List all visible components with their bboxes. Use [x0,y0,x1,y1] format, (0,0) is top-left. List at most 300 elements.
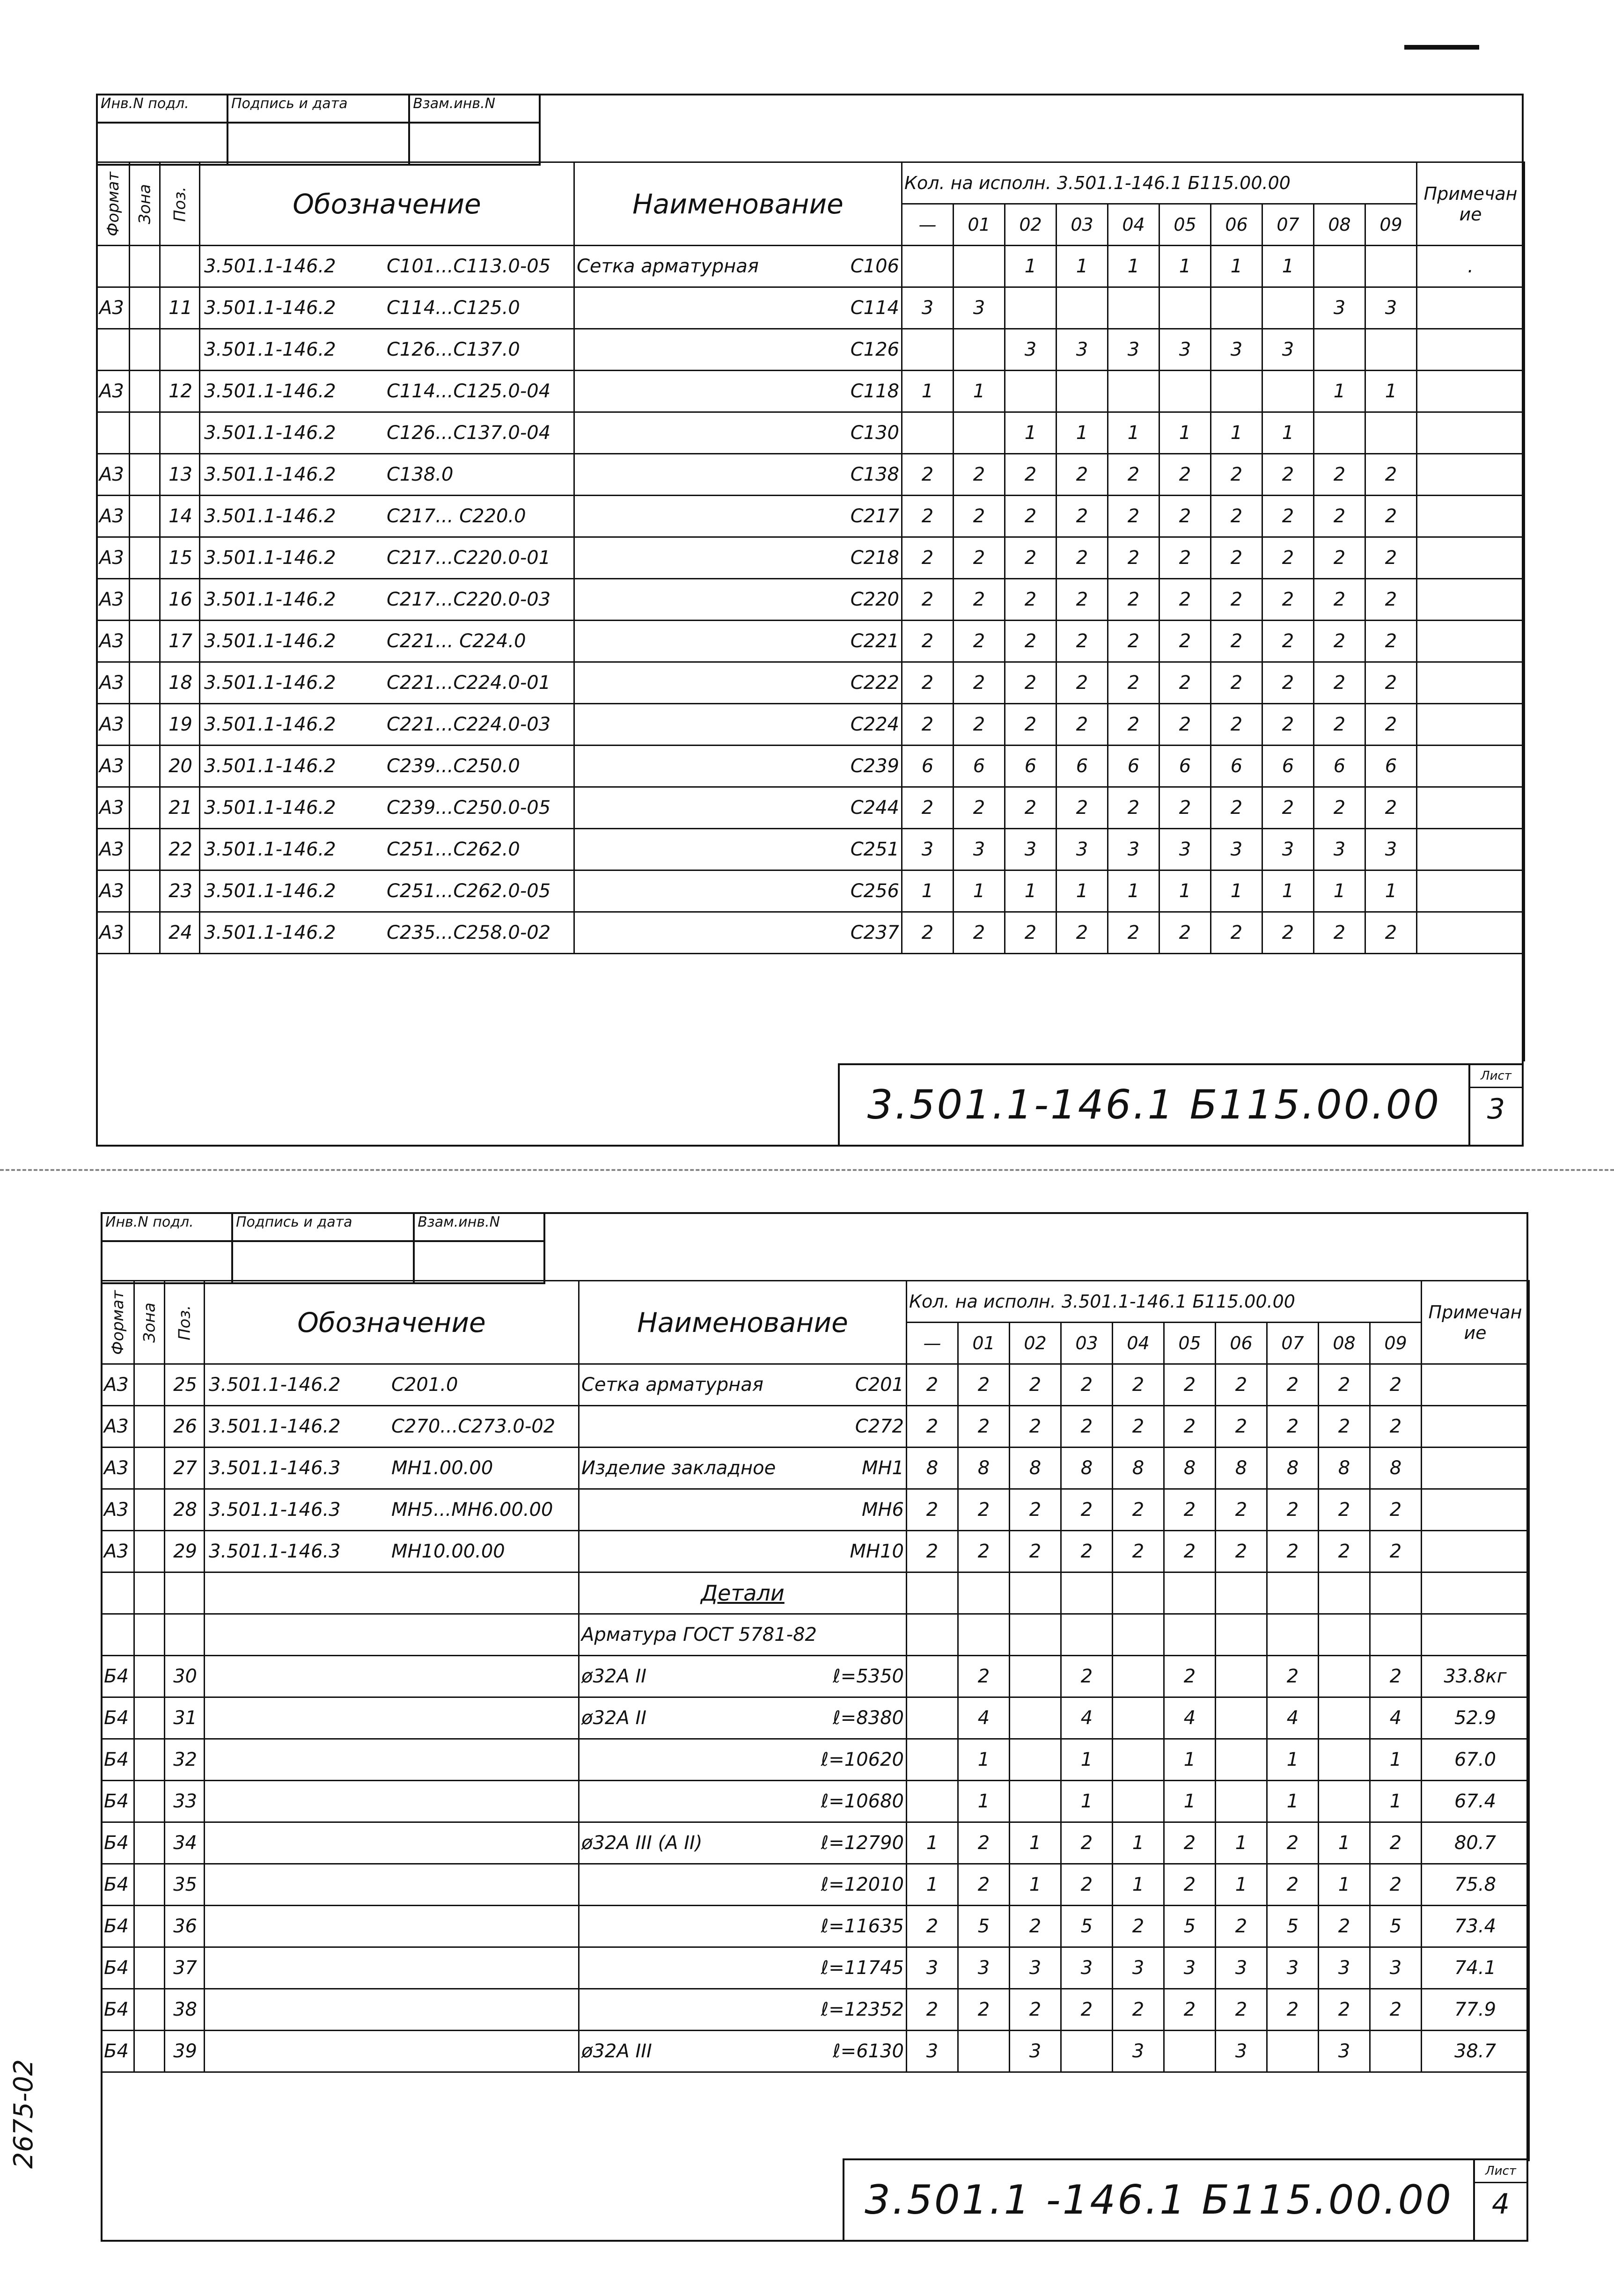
qty-cell: 2 [1211,621,1262,662]
table-row [102,1614,1529,1656]
pos-cell: 19 [160,704,200,746]
qty-cell: 2 [1005,621,1056,662]
note-cell [1417,287,1525,329]
name-cell [574,787,902,829]
qty-cell: 2 [1216,1406,1267,1448]
pos-cell: 17 [160,621,200,662]
header-variant: 09 [1365,204,1417,246]
qty-cell: 2 [1061,1656,1113,1697]
qty-cell: 2 [1108,537,1159,579]
qty-cell: 2 [1319,1531,1370,1572]
format-cell: А3 [97,287,130,329]
format-cell: А3 [102,1364,134,1406]
qty-cell: 1 [1108,412,1159,454]
qty-cell: 1 [1211,412,1262,454]
name-cell [579,1489,907,1531]
qty-cell: 3 [1365,287,1417,329]
designation-doc: 3.501.1-146.2 [204,922,336,943]
qty-cell: 2 [1211,912,1262,954]
note-cell: 67.0 [1422,1739,1529,1781]
qty-cell: 2 [1370,1822,1422,1864]
format-cell: Б4 [102,1989,134,2031]
designation-code: С221...С224.0-03 [387,714,551,735]
qty-cell: 1 [907,1822,958,1864]
format-cell: А3 [102,1448,134,1489]
header-oboznachenie: Обозначение [205,1281,579,1364]
sheet-4-table [101,1280,1530,2161]
table-row [97,454,1525,496]
note-cell [1422,1614,1529,1656]
qty-cell: 1 [1005,412,1056,454]
name-cell [579,1947,907,1989]
table-row [102,1781,1529,1822]
qty-cell: 2 [1164,1531,1216,1572]
qty-cell: 2 [1010,1406,1061,1448]
designation-code: С138.0 [387,464,454,485]
format-cell: Б4 [102,1739,134,1781]
header-variant: 08 [1319,1323,1370,1364]
qty-cell: 2 [1056,621,1108,662]
header-primechanie: Примечание [1417,162,1525,246]
qty-cell: 2 [1370,1656,1422,1697]
note-cell: 74.1 [1422,1947,1529,1989]
sheet-3-number: 3 [1487,1093,1505,1126]
header-kol: Кол. на исполн. 3.501.1-146.1 Б115.00.00 [907,1281,1422,1323]
qty-cell: 2 [1159,537,1211,579]
designation-code: С114...С125.0 [387,297,520,319]
format-cell: Б4 [102,1656,134,1697]
qty-cell: 2 [1262,454,1314,496]
qty-cell: 2 [1159,787,1211,829]
pos-cell: 14 [160,496,200,537]
name-text: ø32А III [581,2040,652,2062]
pos-cell: 39 [165,2031,205,2072]
name-code: ℓ=10620 [821,1749,904,1770]
qty-cell [1262,371,1314,412]
qty-cell: 2 [1159,912,1211,954]
table-row [97,579,1525,621]
format-cell: Б4 [102,1947,134,1989]
qty-cell [1061,2031,1113,2072]
pos-cell: 26 [165,1406,205,1448]
pos-cell: 35 [165,1864,205,1906]
qty-cell: 6 [1108,746,1159,787]
name-text: Детали [701,1580,785,1606]
designation-code: С239...С250.0 [387,755,520,777]
designation-code: МН1.00.00 [391,1457,493,1479]
table-row [97,912,1525,954]
designation-cell [200,329,574,371]
designation-doc: 3.501.1-146.2 [204,672,336,694]
qty-cell: 8 [1010,1448,1061,1489]
qty-cell [958,1614,1010,1656]
qty-cell: 3 [1164,1947,1216,1989]
qty-cell: 2 [958,1531,1010,1572]
qty-cell [1216,1614,1267,1656]
qty-cell: 8 [1164,1448,1216,1489]
qty-cell: 2 [1164,1406,1216,1448]
qty-cell [1216,1572,1267,1614]
qty-cell [1262,287,1314,329]
designation-cell [205,1489,579,1531]
zona-cell [130,537,160,579]
format-cell: Б4 [102,1697,134,1739]
qty-cell: 5 [1164,1906,1216,1947]
zona-cell [130,829,160,870]
qty-cell [958,1572,1010,1614]
qty-cell: 2 [902,621,954,662]
qty-cell: 2 [1010,1989,1061,2031]
pos-cell: 34 [165,1822,205,1864]
designation-doc: 3.501.1-146.2 [204,256,336,277]
format-cell: А3 [97,829,130,870]
designation-code: С251...С262.0 [387,839,520,860]
designation-code: С114...С125.0-04 [387,380,551,402]
name-cell [574,496,902,537]
qty-cell [1370,1614,1422,1656]
note-cell [1417,829,1525,870]
qty-cell: 1 [902,870,954,912]
pos-cell: 27 [165,1448,205,1489]
qty-cell [902,329,954,371]
sheet-3-stamp [96,94,541,166]
qty-cell: 2 [1108,704,1159,746]
table-row [97,287,1525,329]
qty-cell [1319,1739,1370,1781]
qty-cell: 3 [1056,329,1108,371]
header-poz: Поз. [165,1281,205,1364]
qty-cell: 1 [1061,1739,1113,1781]
qty-cell: 2 [902,537,954,579]
qty-cell: 2 [1267,1989,1319,2031]
designation-code: С217...С220.0-03 [387,589,551,610]
zona-cell [134,1614,165,1656]
qty-cell [1164,1572,1216,1614]
format-cell: Б4 [102,2031,134,2072]
qty-cell [1108,287,1159,329]
designation-cell [200,621,574,662]
qty-cell: 1 [1370,1781,1422,1822]
designation-code: МН5...МН6.00.00 [391,1499,553,1521]
designation-doc: 3.501.1-146.2 [204,755,336,777]
qty-cell: 1 [1005,870,1056,912]
header-oboznachenie: Обозначение [200,162,574,246]
qty-cell [1113,1697,1164,1739]
qty-cell: 1 [1159,870,1211,912]
qty-cell: 4 [1164,1697,1216,1739]
designation-code: С221... С224.0 [387,630,526,652]
name-cell [574,621,902,662]
pos-cell: 38 [165,1989,205,2031]
table-row [102,1656,1529,1697]
zona-cell [130,704,160,746]
header-primechanie: Примечание [1422,1281,1529,1364]
pos-cell: 18 [160,662,200,704]
pos-cell: 12 [160,371,200,412]
name-text: Арматура ГОСТ 5781-82 [581,1624,817,1645]
zona-cell [134,1531,165,1572]
name-text: ø32А III (А II) [581,1832,703,1854]
qty-cell: 2 [1113,1989,1164,2031]
table-row [102,1947,1529,1989]
qty-cell: 3 [1314,829,1365,870]
name-code: ℓ=11635 [821,1916,904,1937]
qty-cell: 1 [1262,870,1314,912]
header-zona: Зона [134,1281,165,1364]
pos-cell [160,329,200,371]
designation-doc: 3.501.1-146.2 [209,1416,341,1437]
name-cell [579,1364,907,1406]
format-cell: А3 [97,787,130,829]
name-text: Сетка арматурная [581,1374,763,1396]
qty-cell: 2 [954,787,1005,829]
designation-cell [205,1989,579,2031]
qty-cell [954,329,1005,371]
qty-cell: 4 [1061,1697,1113,1739]
qty-cell: 2 [1159,621,1211,662]
designation-code: С239...С250.0-05 [387,797,551,819]
qty-cell: 2 [1005,662,1056,704]
qty-cell [1056,287,1108,329]
pos-cell: 23 [160,870,200,912]
qty-cell: 6 [902,746,954,787]
format-cell: А3 [97,912,130,954]
qty-cell: 3 [907,2031,958,2072]
designation-code: С251...С262.0-05 [387,880,551,902]
qty-cell: 2 [1365,537,1417,579]
qty-cell: 2 [1056,912,1108,954]
qty-cell [1216,1697,1267,1739]
qty-cell: 2 [1211,579,1262,621]
header-variant: 06 [1211,204,1262,246]
designation-code: С126...С137.0 [387,339,520,360]
table-row [102,1489,1529,1531]
designation-doc: 3.501.1-146.2 [204,714,336,735]
qty-cell: 2 [1314,787,1365,829]
name-code: С201 [855,1374,904,1396]
pos-cell: 20 [160,746,200,787]
qty-cell: 2 [1216,1364,1267,1406]
qty-cell: 2 [902,496,954,537]
designation-doc: 3.501.1-146.2 [204,380,336,402]
qty-cell: 3 [1005,329,1056,371]
header-variant: 03 [1061,1323,1113,1364]
qty-cell: 1 [958,1781,1010,1822]
qty-cell: 2 [958,1489,1010,1531]
format-cell: А3 [97,579,130,621]
qty-cell: 2 [1164,1864,1216,1906]
qty-cell: 3 [1267,1947,1319,1989]
pos-cell [165,1614,205,1656]
qty-cell: 2 [1056,787,1108,829]
sheet-3-spacer [97,954,1525,1061]
zona-cell [134,1448,165,1489]
designation-doc: 3.501.1-146.3 [209,1541,341,1562]
qty-cell: 2 [1164,1489,1216,1531]
note-cell: . [1417,246,1525,287]
qty-cell [958,2031,1010,2072]
designation-code: С217... С220.0 [387,505,526,527]
designation-code: С201.0 [391,1374,458,1396]
table-row [102,1364,1529,1406]
sheet-4-spacer [102,2072,1529,2161]
pos-cell: 32 [165,1739,205,1781]
qty-cell: 6 [1365,746,1417,787]
qty-cell: 2 [1267,1864,1319,1906]
table-row [102,1906,1529,1947]
qty-cell: 3 [1010,1947,1061,1989]
qty-cell [1319,1614,1370,1656]
qty-cell: 3 [902,287,954,329]
qty-cell: 2 [1314,537,1365,579]
format-cell [97,246,130,287]
format-cell: А3 [97,454,130,496]
name-cell [574,287,902,329]
name-code: С130 [850,422,899,444]
name-text: Изделие закладное [581,1457,776,1479]
designation-code: МН10.00.00 [391,1541,505,1562]
qty-cell [1211,287,1262,329]
designation-cell [205,1822,579,1864]
qty-cell: 2 [902,579,954,621]
designation-cell [200,746,574,787]
table-row [102,1697,1529,1739]
qty-cell: 2 [1314,662,1365,704]
qty-cell [1319,1572,1370,1614]
designation-cell [200,537,574,579]
qty-cell: 2 [1005,537,1056,579]
qty-cell: 2 [1113,1406,1164,1448]
qty-cell: 2 [1159,704,1211,746]
name-code: С222 [850,672,899,694]
note-cell [1422,1364,1529,1406]
qty-cell: 2 [1211,787,1262,829]
note-cell [1422,1406,1529,1448]
qty-cell: 1 [1370,1739,1422,1781]
name-cell [574,829,902,870]
note-cell: 33.8кг [1422,1656,1529,1697]
qty-cell: 3 [1216,2031,1267,2072]
zona-cell [130,621,160,662]
name-cell [579,1614,907,1656]
qty-cell: 2 [1113,1906,1164,1947]
designation-cell [205,1364,579,1406]
qty-cell: 1 [1113,1822,1164,1864]
qty-cell [1211,371,1262,412]
name-cell [574,371,902,412]
qty-cell [1061,1572,1113,1614]
format-cell: А3 [97,496,130,537]
qty-cell: 2 [1113,1489,1164,1531]
header-variant: 02 [1005,204,1056,246]
format-cell: А3 [97,746,130,787]
qty-cell: 2 [907,1531,958,1572]
qty-cell: 3 [1056,829,1108,870]
qty-cell: 2 [954,621,1005,662]
zona-cell [134,1656,165,1697]
qty-cell: 1 [1319,1822,1370,1864]
stamp-vzam: Взам.инв.N [409,95,540,123]
table-row [97,496,1525,537]
name-cell [574,746,902,787]
sheet-3-title: 3.501.1-146.1 Б115.00.00 [867,1082,1441,1128]
designation-cell [205,1739,579,1781]
pos-cell: 25 [165,1364,205,1406]
format-cell [102,1614,134,1656]
name-cell [574,537,902,579]
name-code: С106 [850,256,899,277]
note-cell [1417,537,1525,579]
qty-cell: 2 [1319,1364,1370,1406]
qty-cell [954,246,1005,287]
qty-cell: 5 [1267,1906,1319,1947]
qty-cell: 2 [907,1364,958,1406]
qty-cell [1113,1739,1164,1781]
header-variant: — [902,204,954,246]
name-text: ø32А II [581,1666,647,1687]
name-cell [579,1864,907,1906]
qty-cell [1365,329,1417,371]
designation-cell [205,1531,579,1572]
name-code: ℓ=11745 [821,1957,904,1979]
zona-cell [130,662,160,704]
qty-cell: 2 [1365,787,1417,829]
name-code: ℓ=12352 [821,1999,904,2020]
note-cell [1422,1531,1529,1572]
qty-cell: 2 [1061,1864,1113,1906]
qty-cell: 1 [1267,1781,1319,1822]
qty-cell: 2 [1005,912,1056,954]
qty-cell: 2 [1370,1489,1422,1531]
sheet-4-number: 4 [1491,2188,1510,2221]
qty-cell: 2 [1262,579,1314,621]
qty-cell: 3 [1319,1947,1370,1989]
qty-cell: 2 [1211,704,1262,746]
qty-cell: 2 [1164,1989,1216,2031]
designation-doc: 3.501.1-146.2 [204,297,336,319]
qty-cell: 2 [1113,1531,1164,1572]
zona-cell [134,1989,165,2031]
qty-cell: 2 [1005,579,1056,621]
qty-cell: 1 [1113,1864,1164,1906]
designation-cell [205,1864,579,1906]
qty-cell: 2 [954,662,1005,704]
qty-cell [1159,287,1211,329]
table-row [102,1989,1529,2031]
qty-cell: 2 [1267,1364,1319,1406]
margin-note: 2675-02 [8,2059,39,2169]
header-variant: 01 [958,1323,1010,1364]
qty-cell: 2 [1164,1822,1216,1864]
qty-cell [1370,1572,1422,1614]
table-row [97,746,1525,787]
qty-cell: 6 [1211,746,1262,787]
format-cell [97,412,130,454]
qty-cell: 2 [1365,579,1417,621]
table-row [102,2031,1529,2072]
qty-cell: 1 [907,1864,958,1906]
qty-cell: 3 [1159,329,1211,371]
designation-doc: 3.501.1-146.3 [209,1499,341,1521]
header-format: Формат [97,162,130,246]
qty-cell: 2 [1267,1531,1319,1572]
header-variant: 03 [1056,204,1108,246]
note-cell [1417,496,1525,537]
qty-cell: 2 [1056,662,1108,704]
zona-cell [130,746,160,787]
designation-cell [205,1906,579,1947]
name-code: ℓ=10680 [821,1791,904,1812]
